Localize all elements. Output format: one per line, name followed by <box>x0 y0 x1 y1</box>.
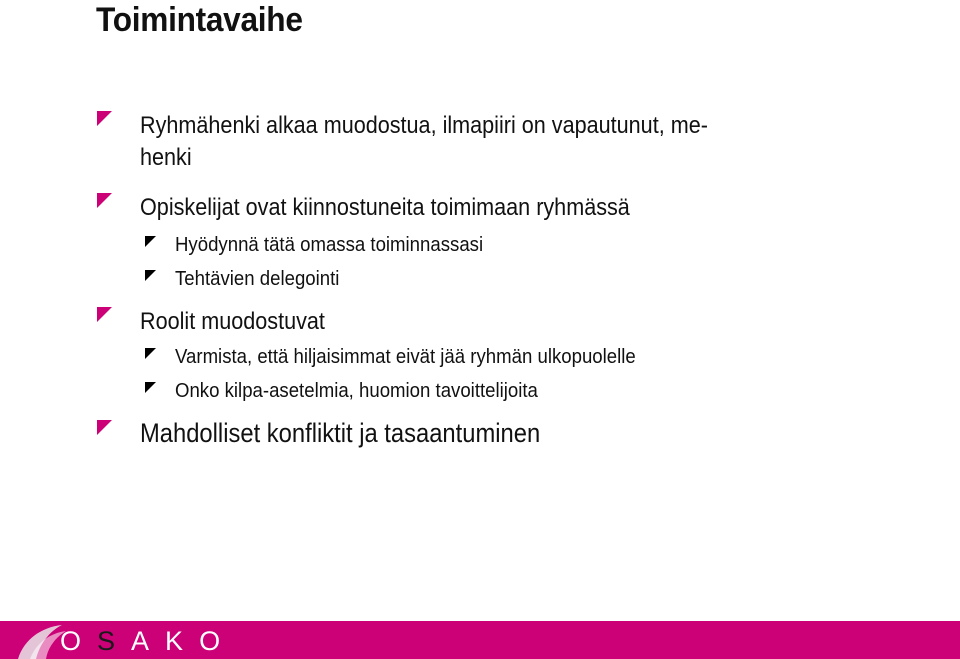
sub-bullet-text: Varmista, että hiljaisimmat eivät jää ryhmän ulkopuolelle <box>175 346 636 368</box>
logo-letter: O <box>199 625 223 656</box>
logo-letter: A <box>131 625 152 656</box>
bullet-item <box>140 192 684 224</box>
bullet-item <box>140 416 595 450</box>
bullet-text: Opiskelijat ovat kiinnostuneita toimimaan ryhmässä <box>140 194 630 221</box>
sub-bullet-text: Hyödynnä tätä omassa toiminnassasi <box>175 234 484 256</box>
bullet-text: Mahdolliset konfliktit ja tasaantuminen <box>140 418 541 448</box>
bullet-text-continuation <box>140 142 197 174</box>
sub-bullet-item <box>175 378 565 404</box>
bullet-text: Roolit muodostuvat <box>140 308 325 335</box>
bullet-item <box>140 110 771 142</box>
sub-bullet-item <box>175 232 506 258</box>
bullet-marker-icon <box>97 307 112 322</box>
sub-bullet-text: Tehtävien delegointi <box>175 268 340 290</box>
sub-bullet-marker-icon <box>145 270 156 281</box>
logo-letter: O <box>60 625 84 656</box>
bullet-text-line2: henki <box>140 144 192 171</box>
sub-bullet-text: Onko kilpa-asetelmia, huomion tavoittelijoita <box>175 380 538 402</box>
bullet-item <box>140 306 345 338</box>
bullet-text: Ryhmähenki alkaa muodostua, ilmapiiri on vapautunut, me- <box>140 112 708 139</box>
bullet-marker-icon <box>97 111 112 126</box>
sub-bullet-marker-icon <box>145 382 156 393</box>
slide-title: Toimintavaihe <box>96 1 303 39</box>
bullet-marker-icon <box>97 420 112 435</box>
logo-letter: S <box>97 625 118 656</box>
sub-bullet-marker-icon <box>145 348 156 359</box>
footer-bar <box>0 621 960 659</box>
bullet-marker-icon <box>97 193 112 208</box>
sub-bullet-item <box>175 266 352 292</box>
sub-bullet-marker-icon <box>145 236 156 247</box>
sub-bullet-item <box>175 344 670 370</box>
logo-letter: K <box>165 625 186 656</box>
footer-logo <box>60 626 222 656</box>
